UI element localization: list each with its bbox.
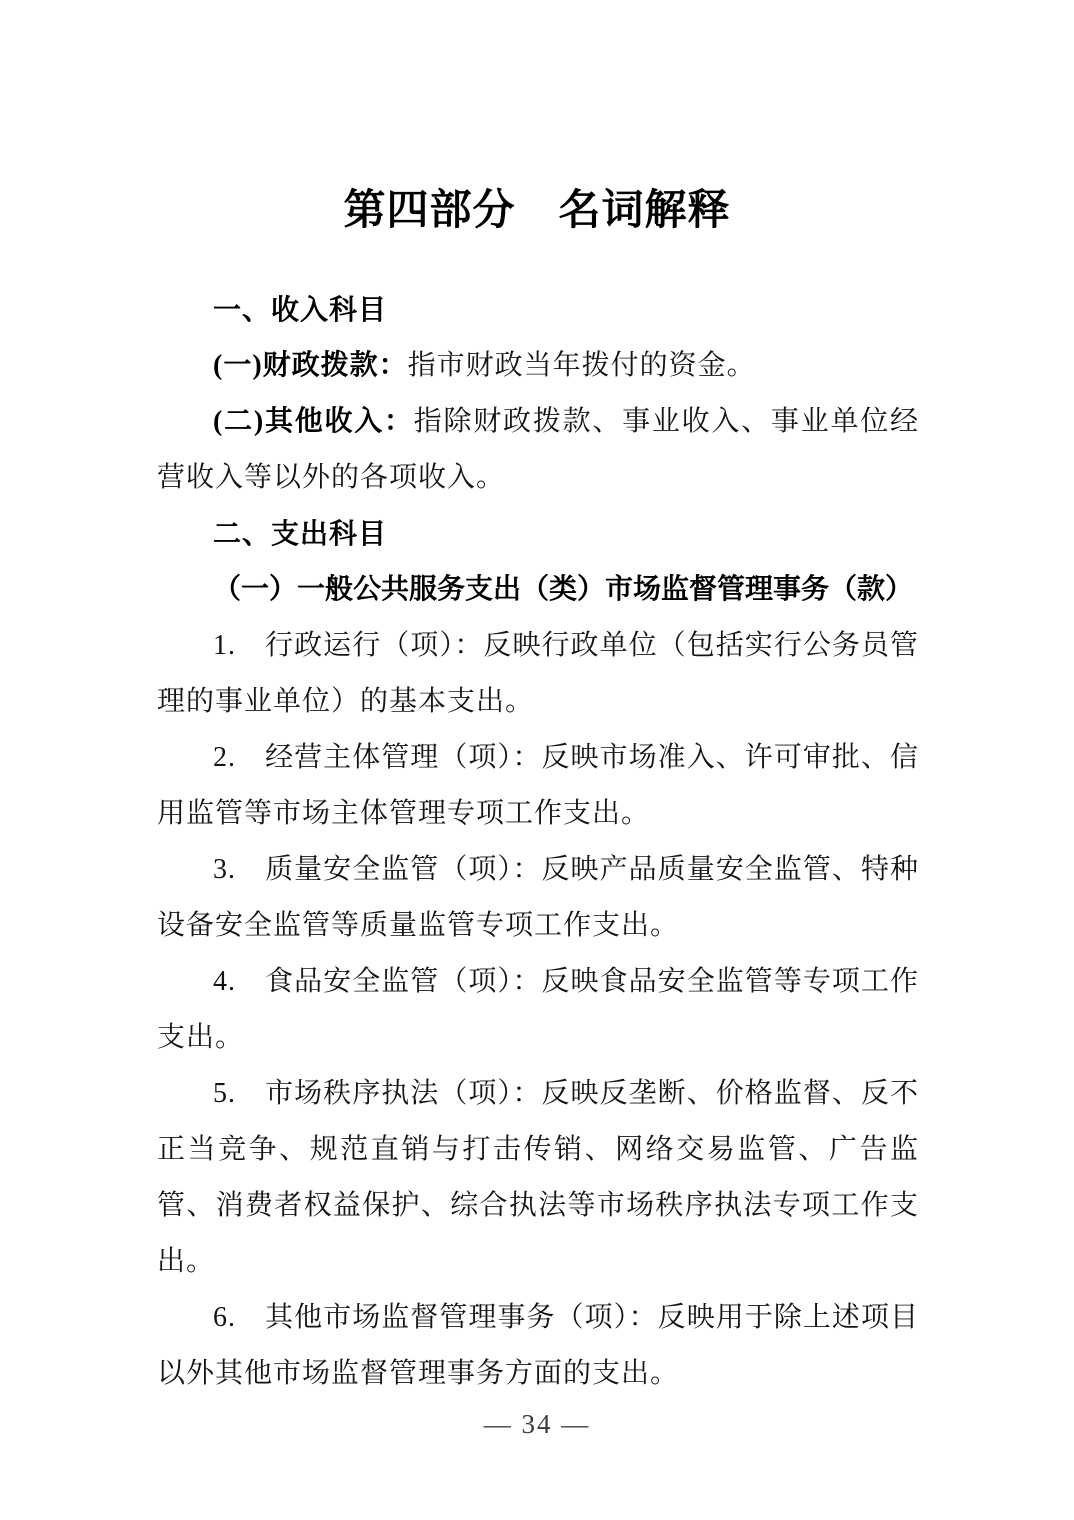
expense-item-administrative-operation: 1. 行政运行（项）：反映行政单位（包括实行公务员管理的事业单位）的基本支出。 [157,630,919,717]
expense-subsection-heading: （一）一般公共服务支出（类）市场监督管理事务（款） [213,574,914,605]
page-number: — 34 — [483,1409,591,1439]
expense-item-food-safety-supervision: 4. 食品安全监管（项）：反映食品安全监管等专项工作支出。 [157,966,919,1053]
expense-item-other-market-supervision: 6. 其他市场监督管理事务（项）：反映用于除上述项目以外其他市场监督管理事务方面的支出。 [157,1302,919,1389]
expense-item-business-entity-management: 2. 经营主体管理（项）：反映市场准入、许可审批、信用监管等市场主体管理专项工作支出。 [157,742,919,829]
document-title: 第四部分 名词解释 [343,188,731,234]
document-body [157,282,919,1402]
expense-section-heading: 二、支出科目 [213,518,388,549]
expense-item-quality-safety-supervision: 3. 质量安全监管（项）：反映产品质量安全监管、特种设备安全监管等质量监管专项工作支出。 [157,854,919,941]
income-item-other-income [157,394,919,506]
income-item-2-definition: 指除财政拨款、事业收入、事业单位经营收入等以外的各项收入。 [157,406,919,493]
expense-item-market-order-enforcement: 5. 市场秩序执法（项）：反映反垄断、价格监督、反不正当竞争、规范直销与打击传销、网络交易监管、广告监管、消费者权益保护、综合执法等市场秩序执法专项工作支出。 [157,1078,919,1277]
income-section-heading: 一、收入科目 [213,294,388,325]
income-item-fiscal-appropriation [157,338,919,394]
income-item-2-term: (二)其他收入： [213,406,414,437]
income-item-1-term: (一)财政拨款： [213,350,408,381]
income-item-1-definition: 指市财政当年拨付的资金。 [407,350,756,381]
